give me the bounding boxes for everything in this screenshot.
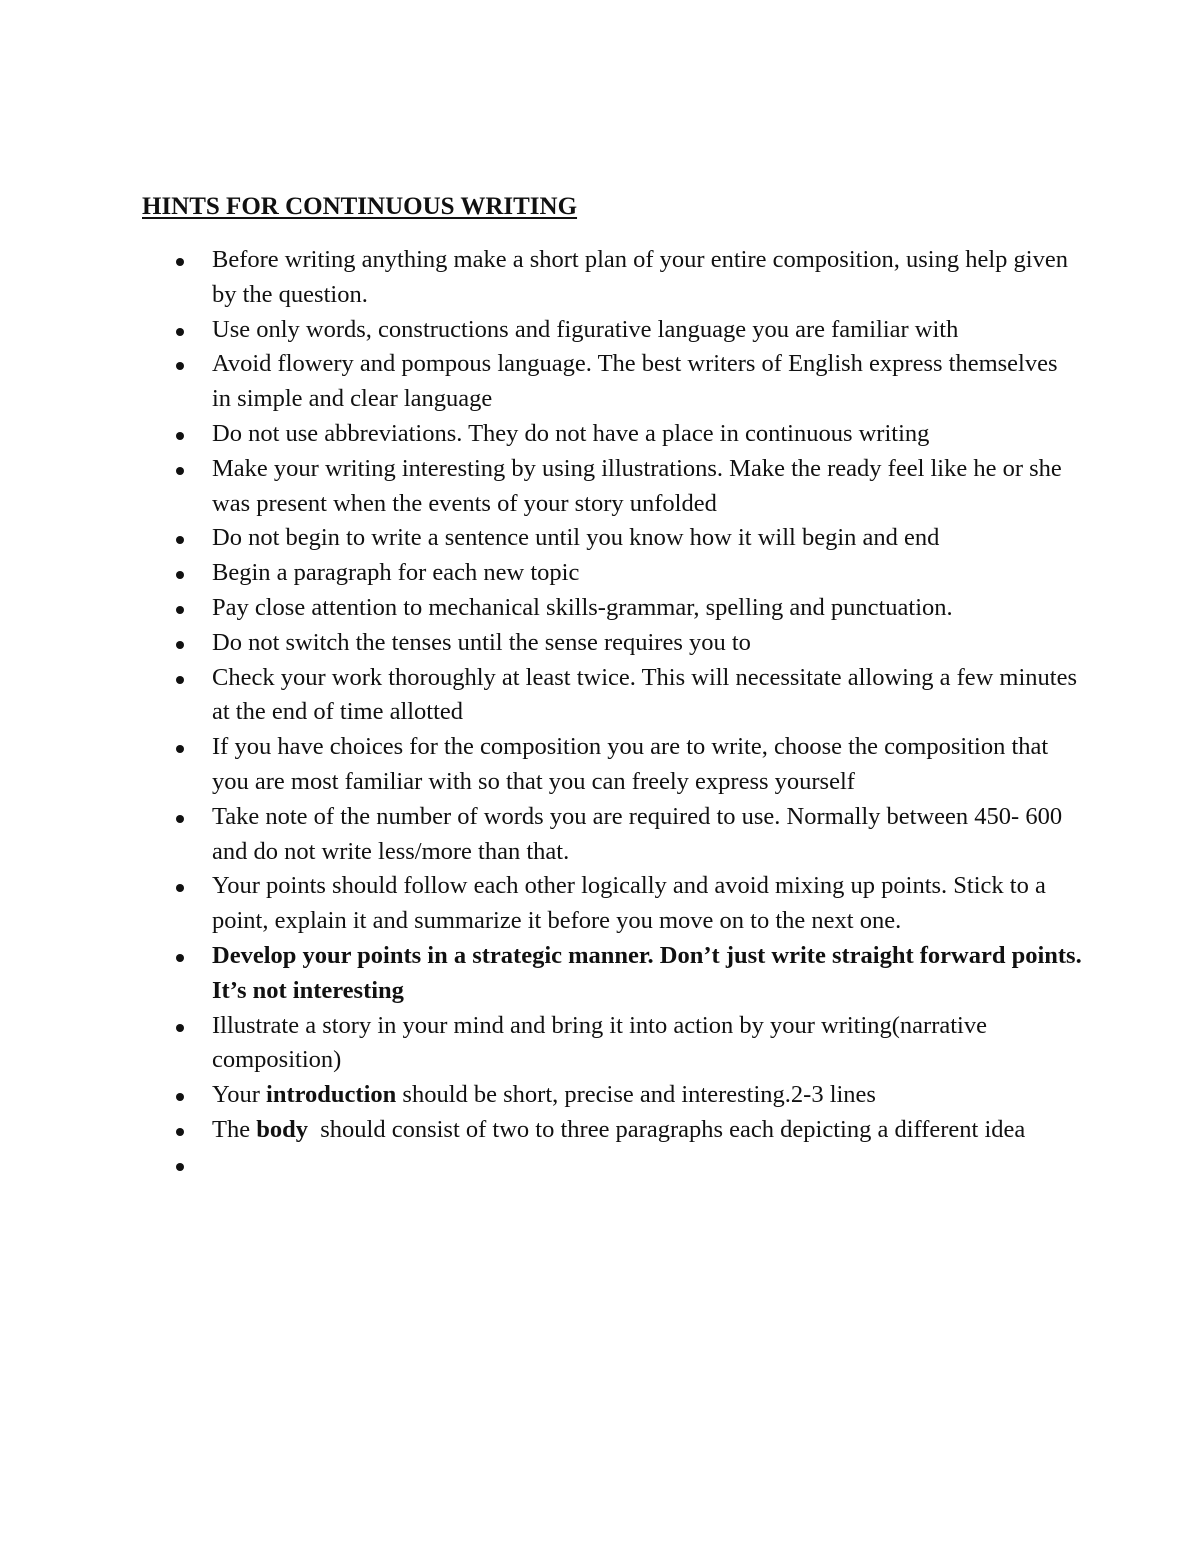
hint-text: Do not switch the tenses until the sense requires you to: [212, 628, 751, 656]
list-item: [142, 1078, 1082, 1113]
bullet-icon: [176, 1128, 184, 1136]
bullet-icon: [176, 328, 184, 336]
hint-text: Your points should follow each other logically and avoid mixing up points. Stick to a point, explain it and summarize it before you move on to the next one.: [212, 872, 1046, 935]
hint-text-after: should be short, precise and interesting.2-3 lines: [396, 1081, 876, 1109]
hint-text: Do not begin to write a sentence until you know how it will begin and end: [212, 524, 940, 552]
list-item: [142, 556, 1082, 591]
hint-keyword: introduction: [266, 1081, 397, 1109]
hint-text: Make your writing interesting by using illustrations. Make the ready feel like he or she was present when the events of your story unfolded: [212, 454, 1062, 517]
bullet-icon: [176, 258, 184, 266]
bullet-icon: [176, 676, 184, 684]
bullet-icon: [176, 745, 184, 753]
list-item: [142, 313, 1082, 348]
list-item: [142, 521, 1082, 556]
list-item: [142, 417, 1082, 452]
hint-text: Before writing anything make a short plan of your entire composition, using help given by the question.: [212, 246, 1068, 308]
hint-text: Take note of the number of words you are required to use. Normally between 450- 600 and do not write less/more than that.: [212, 802, 1063, 865]
document-title: HINTS FOR CONTINUOUS WRITING: [142, 193, 578, 220]
list-item: [142, 347, 1082, 417]
list-item: [142, 730, 1082, 800]
bullet-icon: [176, 536, 184, 544]
list-item: [142, 626, 1082, 661]
hint-text: Do not use abbreviations. They do not have a place in continuous writing: [212, 419, 930, 447]
list-item: [142, 1009, 1082, 1079]
list-item: [142, 1148, 1082, 1183]
list-item: [142, 939, 1082, 1009]
list-item: [142, 800, 1082, 870]
hint-text: Illustrate a story in your mind and bring it into action by your writing(narrative composition): [212, 1011, 987, 1074]
hint-text-after: should consist of two to three paragraphs each depicting a different idea: [307, 1115, 1026, 1143]
hint-text-before: The: [212, 1115, 257, 1143]
list-item: [142, 661, 1082, 731]
hint-text: Check your work thoroughly at least twice. This will necessitate allowing a few minutes at the end of time allotted: [212, 663, 1078, 726]
bullet-icon: [176, 571, 184, 579]
bullet-icon: [176, 1163, 184, 1171]
list-item: [142, 1113, 1082, 1148]
hint-text: Begin a paragraph for each new topic: [212, 559, 580, 587]
bullet-icon: [176, 606, 184, 614]
list-item: [142, 243, 1082, 313]
hint-text: Use only words, constructions and figurative language you are familiar with: [212, 315, 959, 343]
hint-text: Pay close attention to mechanical skills-grammar, spelling and punctuation.: [212, 593, 953, 621]
bullet-icon: [176, 432, 184, 440]
bullet-icon: [176, 362, 184, 370]
bullet-icon: [176, 641, 184, 649]
bullet-icon: [176, 1093, 184, 1101]
list-item: [142, 869, 1082, 939]
bullet-icon: [176, 467, 184, 475]
bullet-icon: [176, 884, 184, 892]
bullet-icon: [176, 815, 184, 823]
list-item: [142, 452, 1082, 522]
hint-text-before: Your: [212, 1081, 267, 1109]
bullet-icon: [176, 1024, 184, 1032]
list-item: [142, 591, 1082, 626]
hints-list: [142, 243, 1082, 1183]
hint-keyword: body: [256, 1115, 308, 1143]
bullet-icon: [176, 954, 184, 962]
hint-text: Develop your points in a strategic manner. Don’t just write straight forward points. It’s not interesting: [212, 941, 1082, 1004]
hint-text: Avoid flowery and pompous language. The best writers of English express themselves in simple and clear language: [212, 350, 1058, 413]
hint-text: If you have choices for the composition you are to write, choose the composition that you are most familiar with so that you can freely express yourself: [212, 733, 1049, 795]
